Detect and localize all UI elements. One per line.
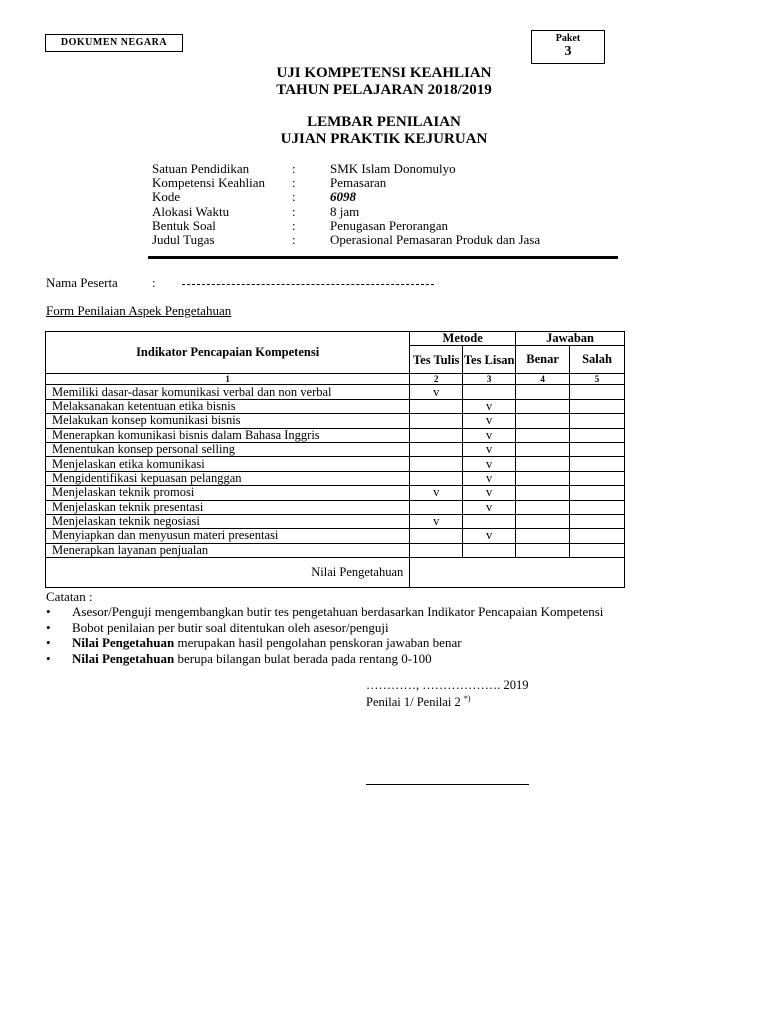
table-row: [46, 385, 625, 399]
table-row: [46, 471, 625, 485]
participant-name-colon: :: [152, 275, 156, 290]
lisan-mark: v: [463, 428, 516, 442]
info-row: Alokasi Waktu : 8 jam: [152, 203, 360, 219]
title-practice: UJIAN PRAKTIK KEJURUAN: [280, 131, 488, 147]
info-value: Penugasan Perorangan: [330, 217, 449, 233]
title-year: TAHUN PELAJARAN 2018/2019: [276, 82, 492, 98]
benar-cell[interactable]: [516, 399, 570, 413]
lisan-mark: [463, 385, 516, 399]
header-indikator: Indikator Pencapaian Kompetensi: [46, 332, 410, 374]
table-row: [46, 457, 625, 471]
tulis-mark: [410, 543, 463, 557]
paket-number: 3: [564, 44, 572, 59]
lisan-mark: v: [463, 399, 516, 413]
tulis-mark: [410, 471, 463, 485]
tulis-mark: [410, 500, 463, 514]
info-label: Bentuk Soal: [152, 217, 216, 233]
bullet-icon: •: [46, 650, 51, 666]
indicator-cell: Menerapkan layanan penjualan: [46, 543, 410, 557]
header-divider: [148, 256, 618, 259]
note-text: Bobot penilaian per butir soal ditentukan oleh asesor/penguji: [72, 619, 389, 635]
note-text: berupa bilangan bulat berada pada rentang 0-100: [174, 650, 432, 666]
info-row: Judul Tugas : Operasional Pemasaran Produk dan Jasa: [152, 232, 541, 248]
table-row: [46, 500, 625, 514]
notes-list: [46, 604, 603, 666]
benar-cell[interactable]: [516, 529, 570, 543]
indicator-cell: Melakukan konsep komunikasi bisnis: [46, 414, 410, 428]
benar-cell[interactable]: [516, 486, 570, 500]
signature-footnote: *): [463, 694, 471, 703]
info-row: Kode : 6098: [152, 189, 356, 205]
info-value: 8 jam: [330, 203, 360, 219]
tulis-mark: v: [410, 385, 463, 399]
header-metode: Metode: [410, 332, 516, 346]
list-item: [46, 620, 603, 636]
note-text: Asesor/Penguji mengembangkan butir tes pengetahuan berdasarkan Indikator Pencapaian Kompetensi: [72, 604, 604, 619]
signature-date: …………, ………………. 2019: [366, 678, 529, 692]
info-row: Bentuk Soal : Penugasan Perorangan: [152, 217, 449, 233]
note-bold: Nilai Pengetahuan: [72, 650, 175, 666]
indicator-cell: Menentukan konsep personal selling: [46, 442, 410, 456]
info-value: 6098: [330, 189, 356, 205]
tulis-mark: [410, 457, 463, 471]
header-tes-lisan: Tes Lisan: [463, 346, 516, 374]
lisan-mark: v: [463, 457, 516, 471]
column-number: 5: [570, 374, 625, 385]
list-item: [46, 604, 603, 620]
lisan-mark: [463, 514, 516, 528]
total-label: Nilai Pengetahuan: [46, 558, 410, 588]
info-row: Kompetensi Keahlian : Pemasaran: [152, 175, 387, 191]
table-row: [46, 486, 625, 500]
note-bold: Nilai Pengetahuan: [72, 635, 175, 650]
indicator-cell: Menyiapkan dan menyusun materi presentasi: [46, 529, 410, 543]
salah-cell[interactable]: [570, 399, 625, 413]
lisan-mark: v: [463, 486, 516, 500]
column-number-row: [46, 374, 625, 385]
header-salah: Salah: [570, 346, 625, 374]
salah-cell[interactable]: [570, 442, 625, 456]
participant-name-field[interactable]: [182, 284, 434, 285]
indicator-cell: Melaksanakan ketentuan etika bisnis: [46, 399, 410, 413]
list-item: [46, 635, 603, 651]
lisan-mark: [463, 543, 516, 557]
total-row: [46, 558, 625, 588]
signature-role: Penilai 1/ Penilai 2: [366, 695, 461, 710]
bullet-icon: •: [46, 619, 51, 635]
info-row: Satuan Pendidikan : SMK Islam Donomulyo: [152, 161, 456, 176]
paket-label: Paket: [555, 33, 581, 44]
salah-cell[interactable]: [570, 471, 625, 485]
salah-cell[interactable]: [570, 457, 625, 471]
indicator-cell: Mengidentifikasi kepuasan pelanggan: [46, 471, 410, 485]
info-label: Kompetensi Keahlian: [152, 175, 265, 191]
salah-cell[interactable]: [570, 486, 625, 500]
assessment-table: [45, 331, 625, 588]
title-sheet: LEMBAR PENILAIAN: [307, 114, 461, 130]
benar-cell[interactable]: [516, 514, 570, 528]
info-value: Pemasaran: [330, 175, 387, 191]
indicator-cell: Memiliki dasar-dasar komunikasi verbal dan non verbal: [46, 385, 410, 399]
table-row: [46, 514, 625, 528]
column-number: 3: [463, 374, 516, 385]
lisan-mark: v: [463, 414, 516, 428]
lisan-mark: v: [463, 500, 516, 514]
table-row: [46, 399, 625, 413]
indicator-cell: Menjelaskan teknik negosiasi: [46, 514, 410, 528]
header-jawaban: Jawaban: [516, 332, 625, 346]
indicator-cell: Menjelaskan teknik promosi: [46, 486, 410, 500]
table-row: [46, 414, 625, 428]
info-label: Alokasi Waktu: [152, 203, 230, 219]
salah-cell[interactable]: [570, 514, 625, 528]
table-row: [46, 529, 625, 543]
benar-cell[interactable]: [516, 500, 570, 514]
tulis-mark: v: [410, 486, 463, 500]
bullet-icon: •: [46, 635, 51, 650]
lisan-mark: v: [463, 471, 516, 485]
salah-cell[interactable]: [570, 428, 625, 442]
benar-cell[interactable]: [516, 457, 570, 471]
participant-name-label: Nama Peserta: [46, 275, 118, 290]
info-value: Operasional Pemasaran Produk dan Jasa: [330, 232, 541, 248]
info-value: SMK Islam Donomulyo: [330, 161, 456, 176]
notes-title: Catatan :: [46, 589, 93, 604]
info-label: Satuan Pendidikan: [152, 161, 250, 176]
benar-cell[interactable]: [516, 442, 570, 456]
column-number: 2: [410, 374, 463, 385]
tulis-mark: [410, 399, 463, 413]
salah-cell[interactable]: [570, 500, 625, 514]
signature-line[interactable]: [366, 784, 529, 785]
salah-cell[interactable]: [570, 529, 625, 543]
document-classification-label: DOKUMEN NEGARA: [45, 34, 183, 52]
indicator-cell: Menjelaskan teknik presentasi: [46, 500, 410, 514]
paket-box: [531, 30, 605, 64]
column-number: 1: [46, 374, 410, 385]
title-exam: UJI KOMPETENSI KEAHLIAN: [276, 65, 492, 81]
benar-cell[interactable]: [516, 543, 570, 557]
column-number: 4: [516, 374, 570, 385]
salah-cell[interactable]: [570, 543, 625, 557]
info-label: Kode: [152, 189, 181, 205]
header-tes-tulis: Tes Tulis: [410, 346, 463, 374]
indicator-cell: Menerapkan komunikasi bisnis dalam Bahasa Inggris: [46, 428, 410, 442]
header-benar: Benar: [516, 346, 570, 374]
list-item: [46, 651, 603, 667]
signature-block: [366, 678, 529, 709]
lisan-mark: v: [463, 442, 516, 456]
salah-cell[interactable]: [570, 414, 625, 428]
table-row: [46, 442, 625, 456]
indicator-cell: Menjelaskan etika komunikasi: [46, 457, 410, 471]
benar-cell[interactable]: [516, 428, 570, 442]
bullet-icon: •: [46, 604, 51, 619]
tulis-mark: [410, 442, 463, 456]
lisan-mark: v: [463, 529, 516, 543]
note-text: merupakan hasil pengolahan penskoran jawaban benar: [174, 635, 462, 650]
tulis-mark: v: [410, 514, 463, 528]
info-label: Judul Tugas: [152, 232, 215, 248]
benar-cell[interactable]: [516, 385, 570, 399]
exam-info: [152, 162, 540, 247]
table-row: [46, 428, 625, 442]
benar-cell[interactable]: [516, 471, 570, 485]
table-row: [46, 543, 625, 557]
benar-cell[interactable]: [516, 414, 570, 428]
total-score-cell[interactable]: [410, 558, 625, 588]
tulis-mark: [410, 414, 463, 428]
form-title: Form Penilaian Aspek Pengetahuan: [46, 303, 232, 318]
tulis-mark: [410, 529, 463, 543]
tulis-mark: [410, 428, 463, 442]
salah-cell[interactable]: [570, 385, 625, 399]
